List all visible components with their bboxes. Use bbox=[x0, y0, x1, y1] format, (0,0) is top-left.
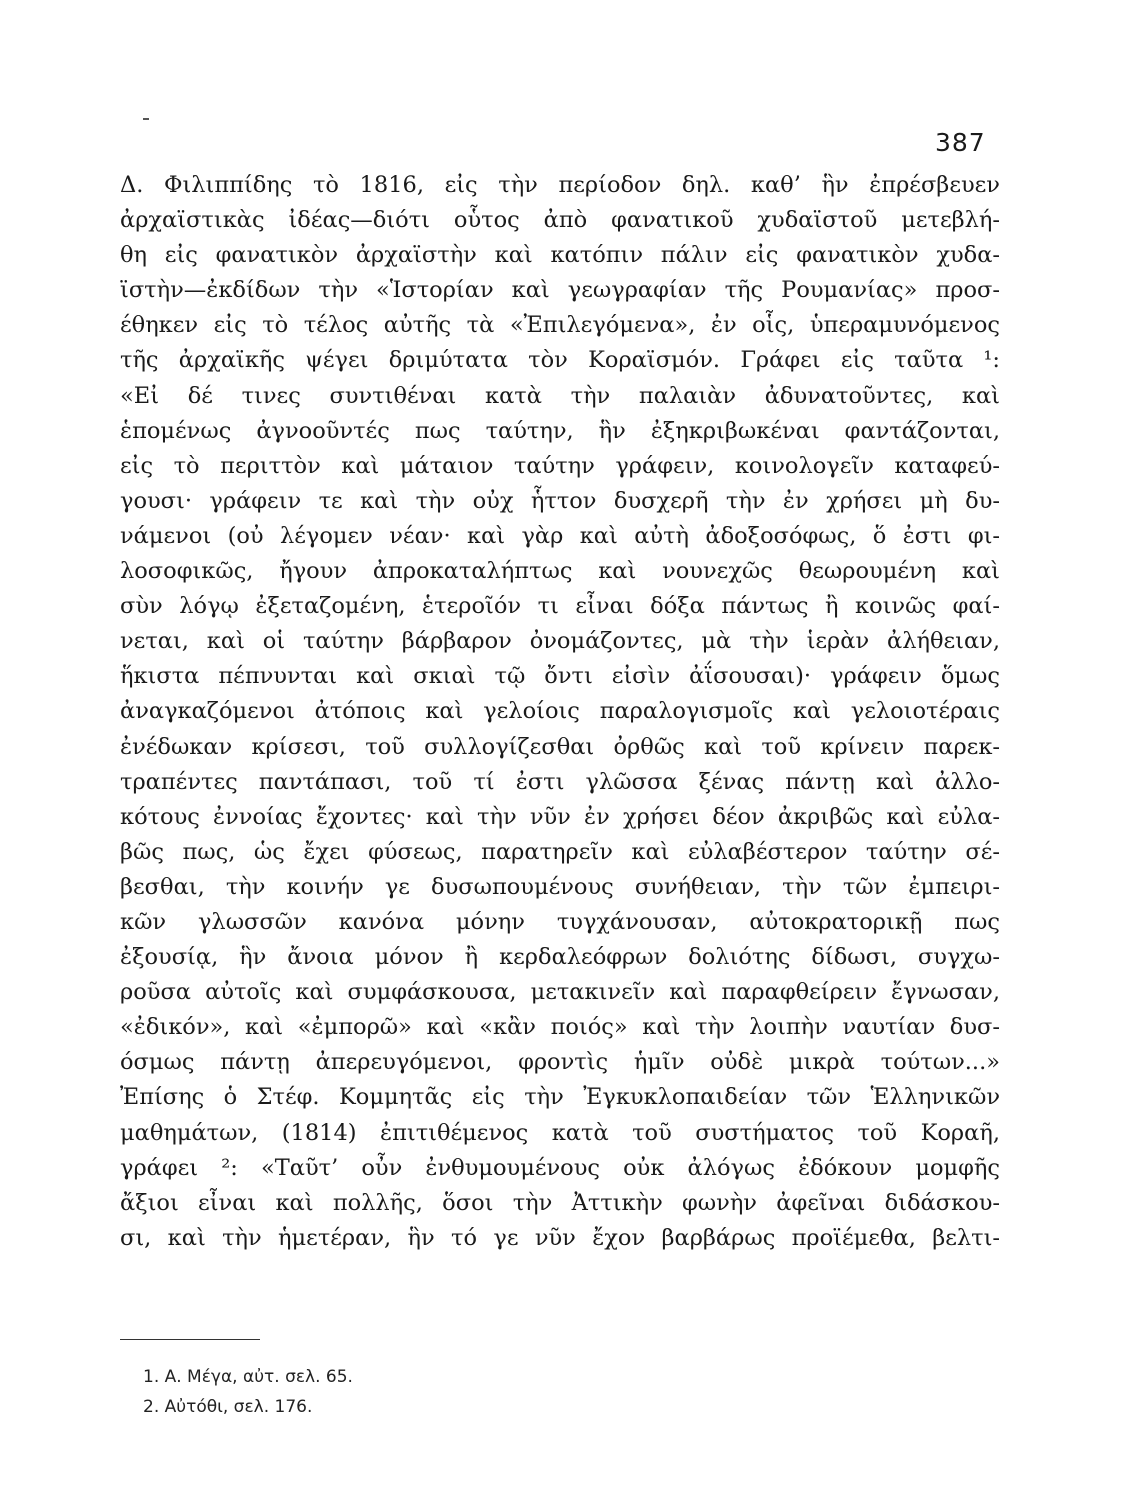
text-line: όσμως πάντῃ ἀπερευγόμενοι, φροντὶς ἡμῖν οὐδὲ μικρὰ τούτων...» bbox=[120, 1049, 1000, 1076]
text-line: γουσι· γράφειν τε καὶ τὴν οὐχ ἧττον δυσχερῆ τὴν ἐν χρήσει μὴ δυ- bbox=[120, 487, 1000, 514]
text-line: ἥκιστα πέπνυνται καὶ σκιαὶ τῷ ὄντι εἰσὶν ἀΐσουσαι)· γράφειν ὅμως bbox=[120, 663, 1000, 690]
footnotes bbox=[143, 1362, 353, 1422]
text-line: έθηκεν εἰς τὸ τέλος αὐτῆς τὰ «Ἐπιλεγόμενα», ἐν οἷς, ὑπεραμυνόμενος bbox=[120, 312, 1000, 339]
text-line: νεται, καὶ οἱ ταύτην βάρβαρον ὀνομάζοντες, μὰ τὴν ἱερὰν ἀλήθειαν, bbox=[120, 628, 1000, 655]
footnote-1: 1. Α. Μέγα, αὐτ. σελ. 65. bbox=[143, 1367, 353, 1387]
text-line: ἐνέδωκαν κρίσεσι, τοῦ συλλογίζεσθαι ὀρθῶς καὶ τοῦ κρίνειν παρεκ- bbox=[120, 733, 1000, 760]
text-line: βεσθαι, τὴν κοινήν γε δυσωπουμένους συνήθειαν, τὴν τῶν ἐμπειρι- bbox=[120, 873, 1000, 900]
footnote-2: 2. Αὐτόθι, σελ. 176. bbox=[143, 1397, 313, 1417]
text-line: λοσοφικῶς, ἤγουν ἀπροκαταλήπτως καὶ νουνεχῶς θεωρουμένη καὶ bbox=[120, 558, 1000, 585]
text-line: Ἐπίσης ὁ Στέφ. Κομμητᾶς εἰς τὴν Ἐγκυκλοπαιδείαν τῶν Ἑλληνικῶν bbox=[120, 1084, 1000, 1111]
text-line: κῶν γλωσσῶν κανόνα μόνην τυγχάνουσαν, αὐτοκρατορικῇ πως bbox=[120, 908, 1000, 935]
text-line: βῶς πως, ὡς ἔχει φύσεως, παρατηρεῖν καὶ εὐλαβέστερον ταύτην σέ- bbox=[120, 838, 1000, 865]
text-line: εἰς τὸ περιττὸν καὶ μάταιον ταύτην γράφειν, κοινολογεῖν καταφεύ- bbox=[120, 452, 1000, 479]
margin-mark bbox=[143, 118, 149, 120]
text-line: τῆς ἀρχαϊκῆς ψέγει δριμύτατα τὸν Κοραϊσμόν. Γράφει εἰς ταῦτα ¹: bbox=[120, 347, 1000, 374]
text-line: γράφει ²: «Ταῦτ’ οὖν ἐνθυμουμένους οὐκ ἀλόγως ἐδόκουν μομφῆς bbox=[120, 1154, 1000, 1181]
body-text bbox=[120, 168, 1000, 1256]
text-line: σὺν λόγῳ ἐξεταζομένη, ἑτεροῖόν τι εἶναι δόξα πάντως ἢ κοινῶς φαί- bbox=[120, 593, 1000, 620]
text-line: ἐξουσίᾳ, ἣν ἄνοια μόνον ἢ κερδαλεόφρων δολιότης δίδωσι, συγχω- bbox=[120, 944, 1000, 971]
text-line: μαθημάτων, (1814) ἐπιτιθέμενος κατὰ τοῦ συστήματος τοῦ Κοραῆ, bbox=[120, 1119, 1000, 1146]
text-line: «ἐδικόν», καὶ «ἐμπορῶ» καὶ «κἂν ποιός» καὶ τὴν λοιπὴν ναυτίαν δυσ- bbox=[120, 1014, 1000, 1041]
text-line: ἄξιοι εἶναι καὶ πολλῆς, ὅσοι τὴν Ἀττικὴν φωνὴν ἀφεῖναι διδάσκου- bbox=[120, 1189, 1000, 1216]
text-line: θη εἰς φανατικὸν ἀρχαϊστὴν καὶ κατόπιν πάλιν εἰς φανατικὸν χυδα- bbox=[120, 242, 1000, 269]
footnote-divider bbox=[120, 1339, 260, 1340]
text-line: «Εἰ δέ τινες συντιθέναι κατὰ τὴν παλαιὰν ἀδυνατοῦντες, καὶ bbox=[120, 382, 1000, 409]
text-line: ἀναγκαζόμενοι ἀτόποις καὶ γελοίοις παραλογισμοῖς καὶ γελοιοτέραις bbox=[120, 698, 1000, 725]
text-line: ϊστὴν—ἐκδίδων τὴν «Ἱστορίαν καὶ γεωγραφίαν τῆς Ρουμανίας» προσ- bbox=[120, 277, 1000, 304]
text-line: ἀρχαϊστικὰς ἰδέας—διότι οὗτος ἀπὸ φανατικοῦ χυδαϊστοῦ μετεβλή- bbox=[120, 207, 1000, 234]
text-line: ἑπομένως ἀγνοοῦντές πως ταύτην, ἣν ἐξηκριβωκέναι φαντάζονται, bbox=[120, 417, 1000, 444]
text-line: ροῦσα αὐτοῖς καὶ συμφάσκουσα, μετακινεῖν καὶ παραφθείρειν ἔγνωσαν, bbox=[120, 979, 1000, 1006]
text-line: Δ. Φιλιππίδης τὸ 1816, εἰς τὴν περίοδον δηλ. καθ’ ἣν ἐπρέσβευεν bbox=[120, 172, 1000, 198]
text-line: κότους ἐννοίας ἔχοντες· καὶ τὴν νῦν ἐν χρήσει δέον ἀκριβῶς καὶ εὐλα- bbox=[120, 803, 1000, 830]
text-line: νάμενοι (οὐ λέγομεν νέαν· καὶ γὰρ καὶ αὐτὴ ἀδοξοσόφως, ὅ ἐστι φι- bbox=[120, 522, 1000, 549]
page-number: 387 bbox=[935, 128, 986, 157]
text-line: σι, καὶ τὴν ἡμετέραν, ἣν τό γε νῦν ἔχον βαρβάρως προϊέμεθα, βελτι- bbox=[120, 1224, 1000, 1251]
text-line: τραπέντες παντάπασι, τοῦ τί ἐστι γλῶσσα ξένας πάντῃ καὶ ἀλλο- bbox=[120, 768, 1000, 795]
